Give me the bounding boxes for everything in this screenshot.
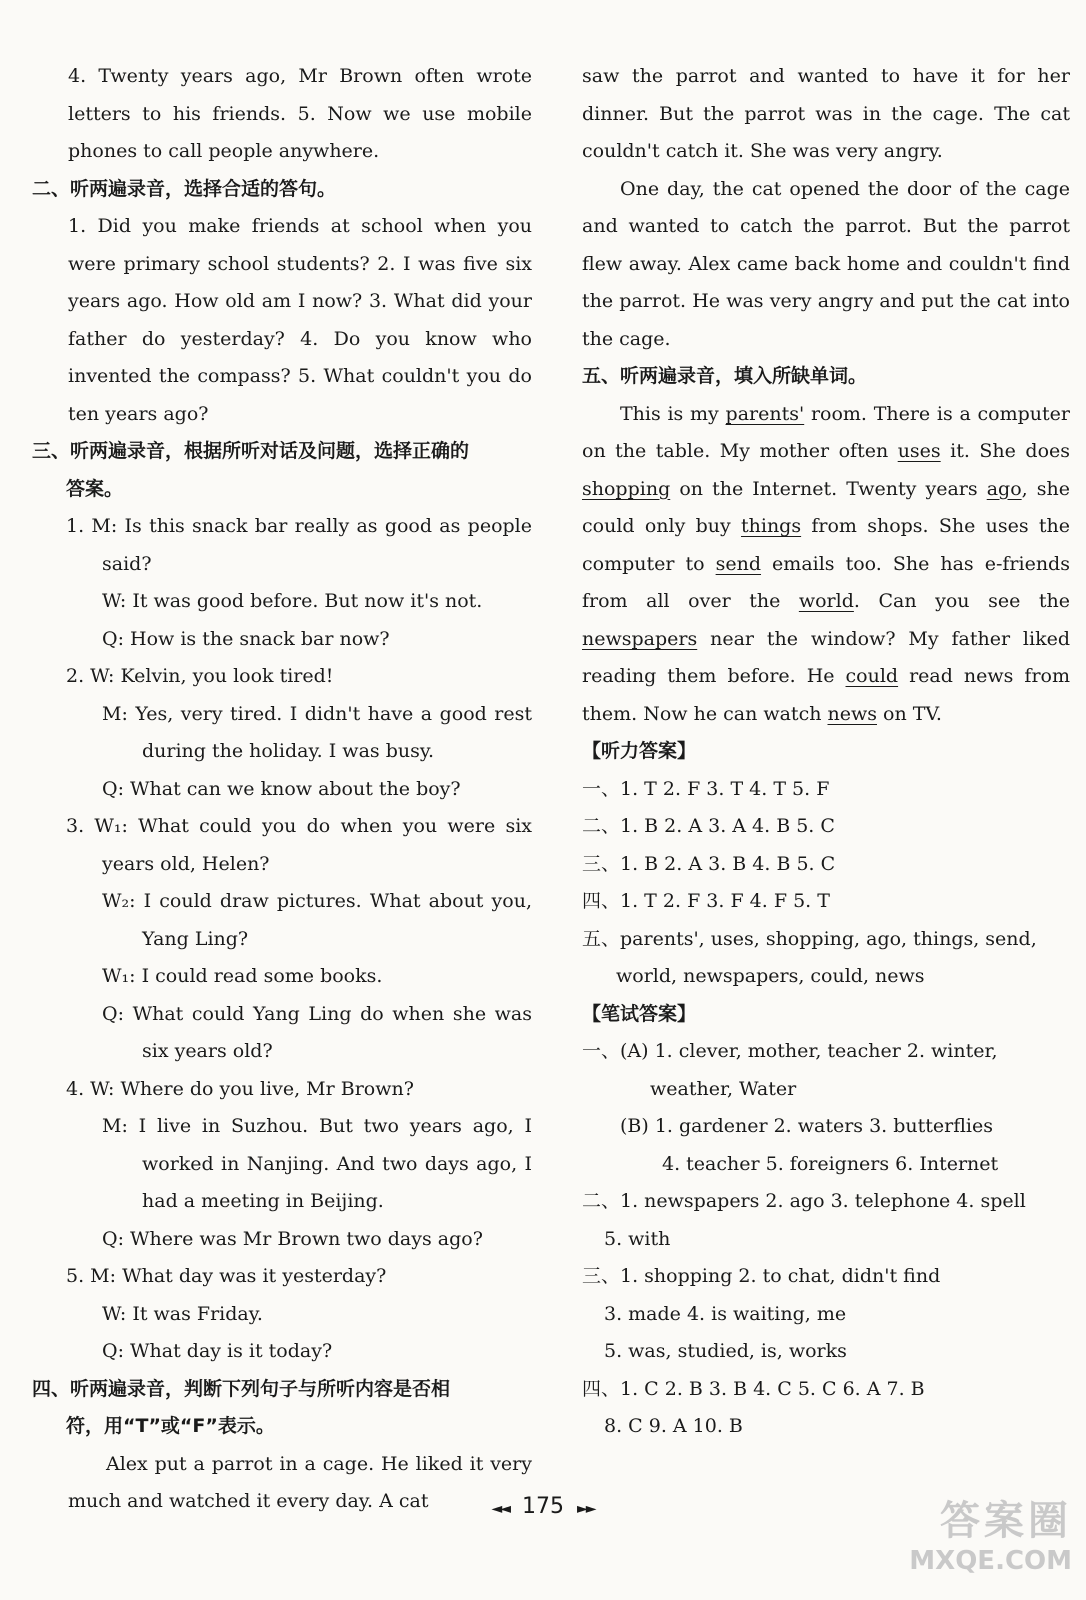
row-answers: 1. T 2. F 3. F 4. F 5. T — [620, 890, 830, 912]
blank-word: shopping — [582, 477, 671, 500]
dialogue-line: 2. W: Kelvin, you look tired! — [66, 665, 334, 687]
dialogue-line: 5. M: What day was it yesterday? — [66, 1265, 387, 1287]
written-row: 3. made 4. is waiting, me — [604, 1302, 847, 1325]
listening-answer-row — [582, 921, 1070, 996]
written-row: 5. was, studied, is, works — [604, 1340, 847, 1362]
written-row: (B) 1. gardener 2. waters 3. butterflies — [620, 1115, 993, 1137]
prev-arrows-icon: ◄◄ — [491, 1501, 509, 1517]
dialogue-line: M: Yes, very tired. I didn't have a good rest during the holiday. I was busy. — [102, 702, 532, 762]
blank-word: could — [845, 665, 899, 687]
dialogue-line: M: I live in Suzhou. But two years ago, I worked in Nanjing. And two days ago, I had a meeting in Beijing. — [102, 1115, 532, 1212]
intro-paragraph: 4. Twenty years ago, Mr Brown often wrote letters to his friends. 5. Now we use mobile phones to call people anywhere. — [68, 65, 532, 162]
row-answers: 1. B 2. A 3. B 4. B 5. C — [620, 852, 836, 875]
watermark — [909, 1489, 1072, 1576]
written-row: 三、1. shopping 2. to chat, didn't find — [582, 1265, 941, 1287]
written-row: 8. C 9. A 10. B — [604, 1415, 743, 1437]
blank-word: ago — [986, 477, 1022, 500]
section-4-heading — [32, 1371, 532, 1446]
section-4-heading-a: 四、听两遍录音，判断下列句子与所听内容是否相 — [32, 1377, 451, 1400]
blank-word: news — [827, 702, 877, 725]
watermark-logo: 答案圈 — [940, 1498, 1072, 1544]
row-answers: 1. B 2. A 3. A 4. B 5. C — [620, 815, 835, 837]
listening-answers-title: 【听力答案】 — [582, 740, 697, 762]
right-column — [582, 58, 1070, 1446]
listening-answer-row — [582, 771, 1070, 809]
dialogue-line: W: It was good before. But now it's not. — [102, 590, 483, 612]
blank-word: world — [798, 590, 854, 612]
dialogue-line: Q: What day is it today? — [102, 1340, 333, 1362]
left-column — [32, 58, 532, 1521]
section-3-dialogues — [32, 508, 532, 1371]
listening-answers — [582, 771, 1070, 996]
section-3-heading — [32, 433, 532, 508]
watermark-url: MXQE.COM — [909, 1546, 1072, 1576]
dialogue-line: Q: What could Yang Ling do when she was six years old? — [102, 1002, 532, 1062]
row-number: 五、 — [582, 927, 621, 950]
written-answers — [582, 1033, 1070, 1446]
row-answers: 1. T 2. F 3. T 4. T 5. F — [620, 777, 830, 800]
dialogue-line: Q: How is the snack bar now? — [102, 627, 390, 650]
dialogue-line: 3. W₁: What could you do when you were six years old, Helen? — [66, 815, 532, 875]
row-number: 二、 — [582, 815, 621, 837]
written-row: weather, Water — [650, 1077, 797, 1100]
blank-word: uses — [897, 440, 941, 462]
listening-answer-row — [582, 808, 1070, 846]
section-3-heading-a: 三、听两遍录音，根据所听对话及问题，选择正确的 — [32, 440, 470, 462]
written-row: 四、1. C 2. B 3. B 4. C 5. C 6. A 7. B — [582, 1377, 925, 1400]
row-answers: parents', uses, shopping, ago, things, send, world, newspapers, could, news — [616, 927, 1037, 987]
dialogue-line: Q: Where was Mr Brown two days ago? — [102, 1227, 483, 1250]
written-row: 5. with — [604, 1227, 671, 1250]
listening-answer-row — [582, 846, 1070, 884]
page-number: 175 — [522, 1494, 564, 1519]
section-4-continued: saw the parrot and wanted to have it for her dinner. But the parrot was in the cage. The cat couldn't catch it. She was very angry. — [582, 65, 1070, 162]
row-number: 一、 — [582, 777, 621, 800]
written-answers-title: 【笔试答案】 — [582, 1002, 697, 1025]
section-4-text: Alex put a parrot in a cage. He liked it very much and watched it every day. A cat — [68, 1452, 532, 1512]
written-row: 4. teacher 5. foreigners 6. Internet — [662, 1152, 999, 1175]
blank-word: parents' — [725, 402, 805, 425]
listening-answer-row — [582, 883, 1070, 921]
dialogue-line: W₁: I could read some books. — [102, 965, 383, 987]
dialogue-line: 4. W: Where do you live, Mr Brown? — [66, 1077, 414, 1100]
section-4-heading-b: 符，用“T”或“F”表示。 — [66, 1415, 275, 1437]
blank-word: things — [741, 515, 802, 537]
blank-word: newspapers — [582, 627, 698, 650]
section-3-heading-b: 答案。 — [66, 477, 124, 500]
row-number: 四、 — [582, 890, 621, 912]
section-2-heading: 二、听两遍录音，选择合适的答句。 — [32, 177, 337, 200]
section-5-passage: This is my parents' room. There is a computer on the table. My mother often uses it. She does shopping on the Internet. Twenty years ago, she could only buy things from shops. She uses the computer to send emails too. She has e-friends from all over the world. Can you see the newspapers near the window? My father liked reading them before. He could read news from them. Now he can watch news on TV. — [582, 402, 1071, 725]
section-5-heading: 五、听两遍录音，填入所缺单词。 — [582, 365, 868, 387]
blank-word: send — [715, 552, 762, 575]
dialogue-line: 1. M: Is this snack bar really as good as people said? — [66, 515, 532, 575]
dialogue-line: W₂: I could draw pictures. What about you, Yang Ling? — [102, 890, 532, 950]
dialogue-line: W: It was Friday. — [102, 1302, 263, 1325]
written-row: 一、(A) 1. clever, mother, teacher 2. winter, — [582, 1040, 998, 1062]
section-2-text: 1. Did you make friends at school when you were primary school students? 2. I was five six years ago. How old am I now? 3. What did your father do yesterday? 4. Do you know who invented the compass? 5. What couldn't you do ten years ago? — [68, 215, 532, 425]
next-arrows-icon: ►► — [577, 1501, 595, 1517]
written-row: 二、1. newspapers 2. ago 3. telephone 4. spell — [582, 1190, 1026, 1212]
row-number: 三、 — [582, 852, 621, 875]
section-4-paragraph-2: One day, the cat opened the door of the cage and wanted to catch the parrot. But the parrot flew away. Alex came back home and couldn't find the parrot. He was very angry and put the cat into the cage. — [582, 177, 1070, 350]
dialogue-line: Q: What can we know about the boy? — [102, 777, 461, 800]
